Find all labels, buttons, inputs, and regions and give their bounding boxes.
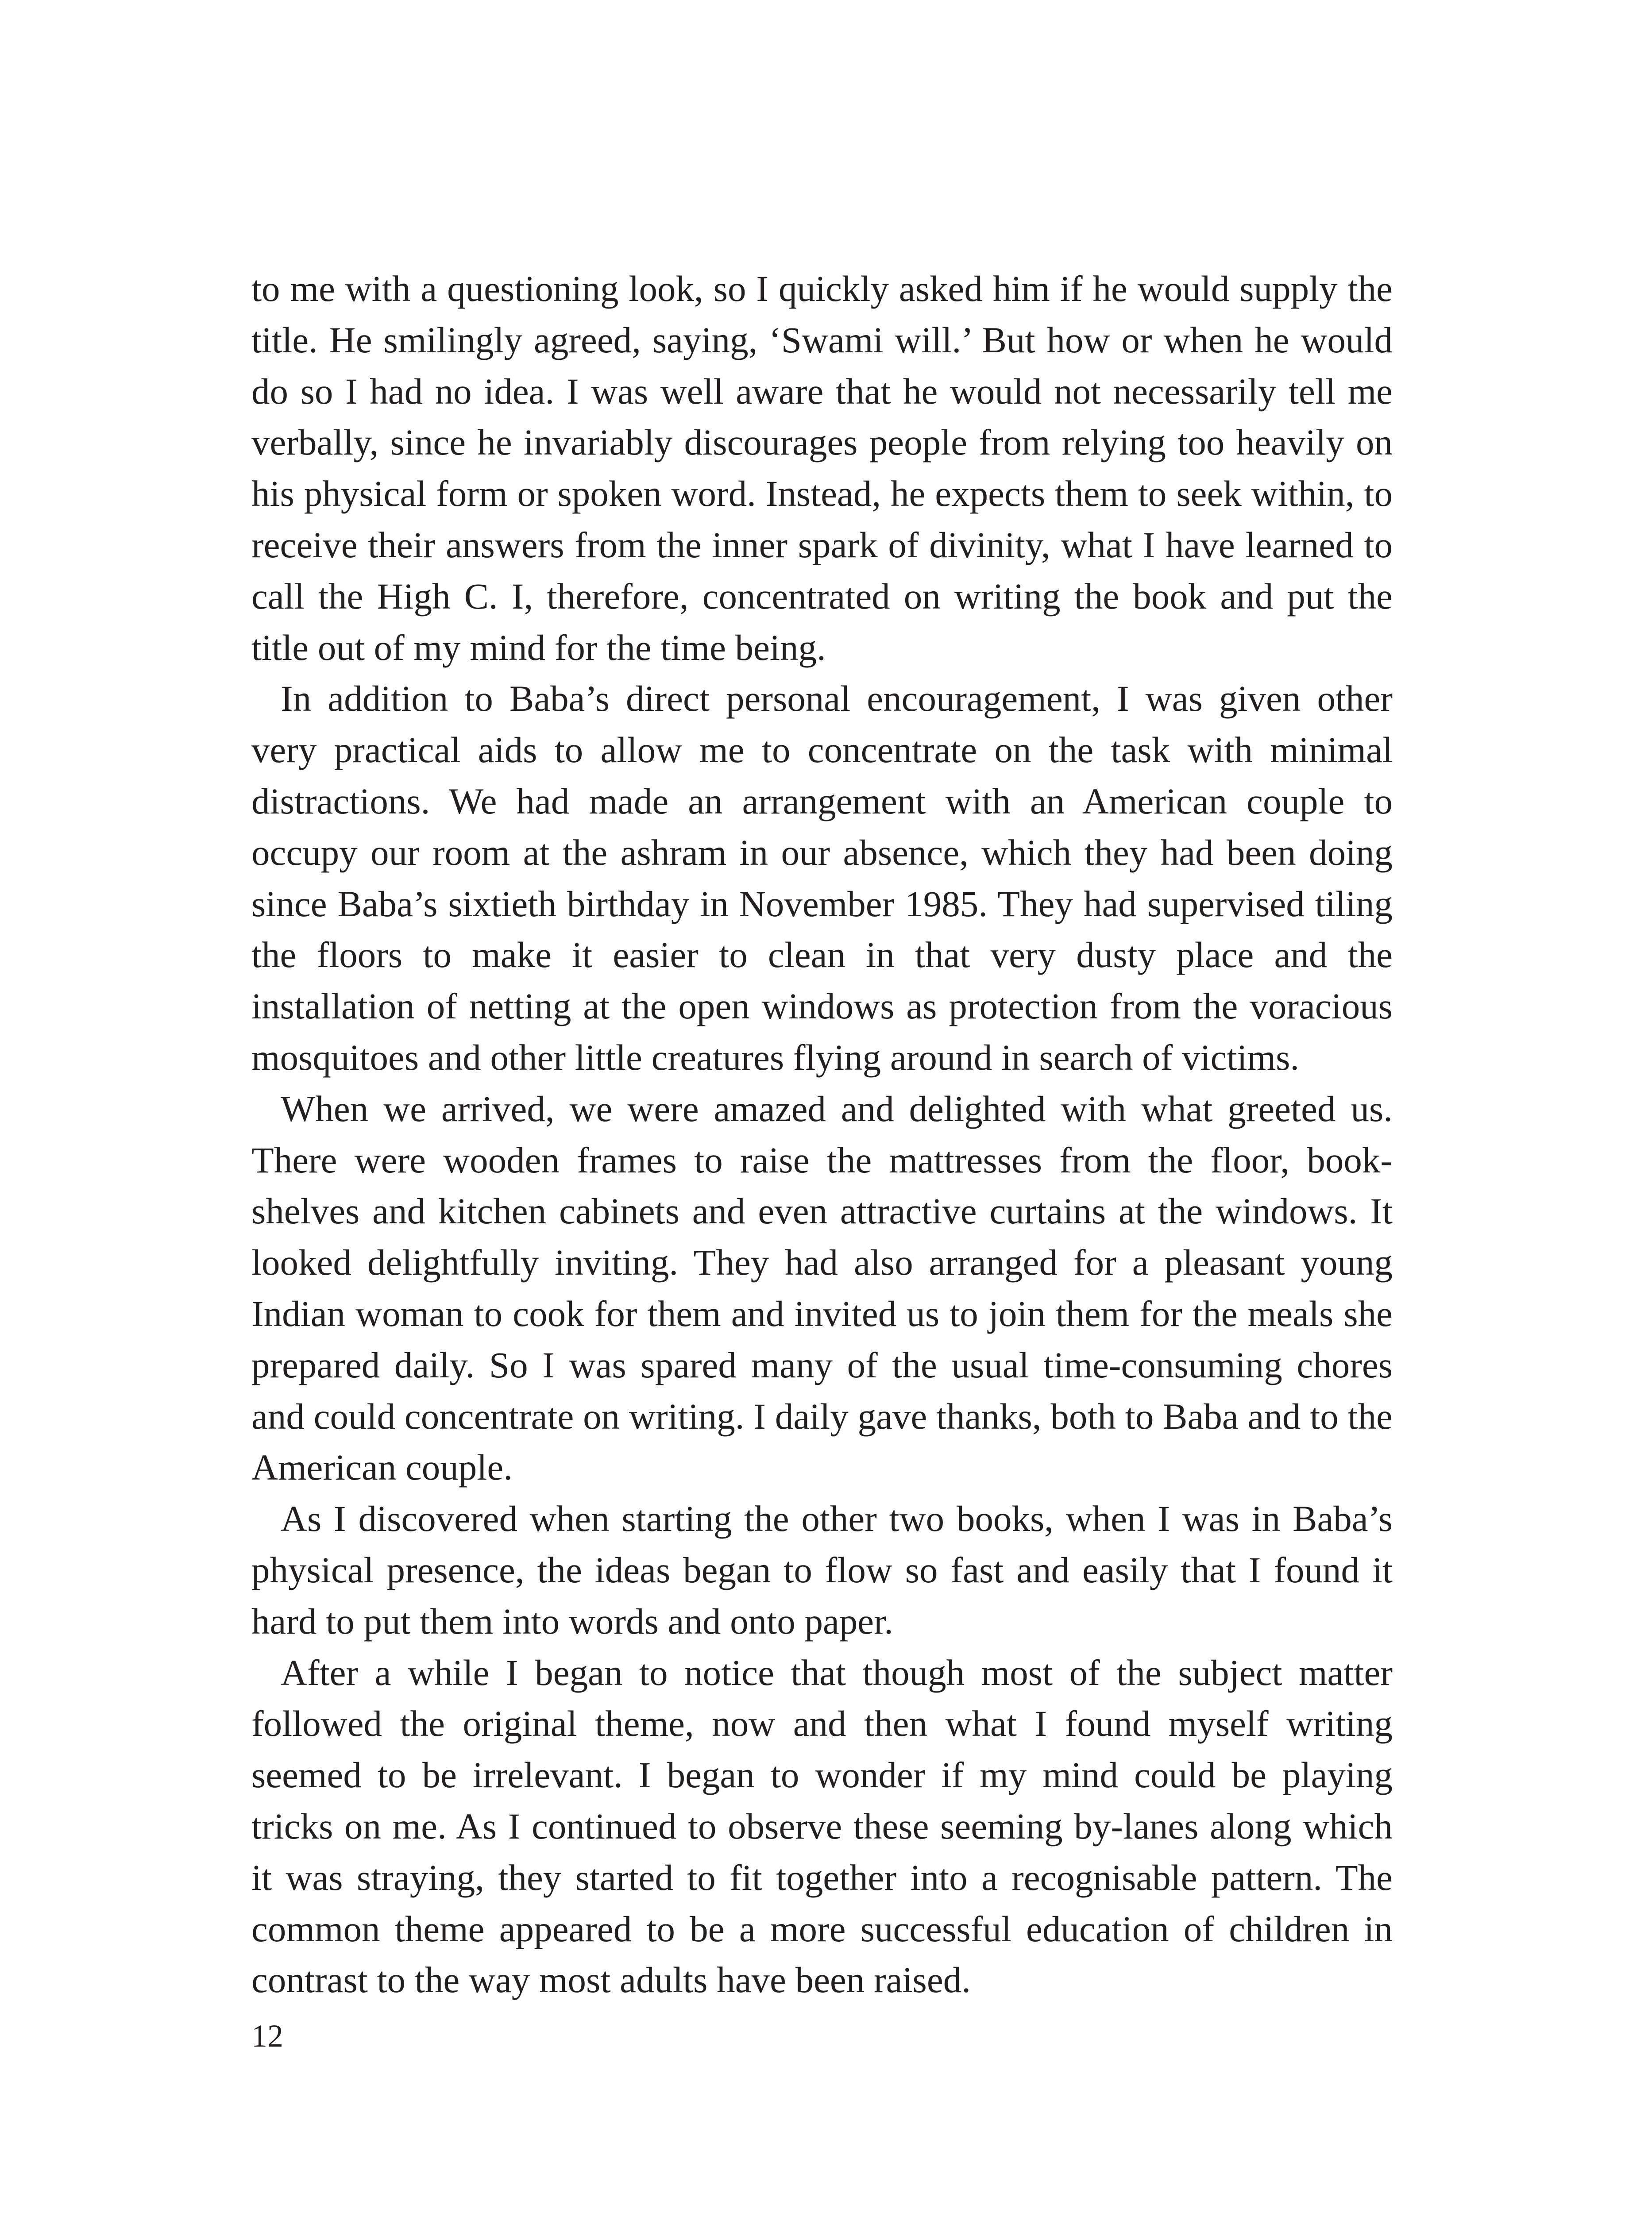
paragraph-2: In addition to Baba’s direct personal encouragement, I was given other very practical aids to allow me to concentrate on the task with minimal distractions. We had made an arrangement with an American couple to occupy our room at the ashram in our absence, which they had been doing since Baba’s sixtieth birthday in November 1985. They had supervised tiling the floors to make it easier to clean in that very dusty place and the installation of netting at the open windows as protection from the voracious mosquitoes and other little creatures flying around in search of victims. [251,678,1393,1078]
paragraph-1: to me with a questioning look, so I quickly asked him if he would supply the title. He smilingly agreed, saying, ‘Swami will.’ But how or when he would do so I had no idea. I was well aware that he would not necessarily tell me verbally, since he invariably discourages people from relying too heavily on his physical form or spoken word. Instead, he expects them to seek within, to receive their answers from the inner spark of divinity, what I have learned to call the High C. I, therefore, concentrated on writing the book and put the title out of my mind for the time being. [251,268,1393,668]
page-number: 12 [251,2018,283,2054]
paragraph-5: After a while I began to notice that though most of the subject matter followed the original theme, now and then what I found myself writing seemed to be irrelevant. I began to wonder if my mind could be playing tricks on me. As I continued to observe these seeming by-lanes along which it was straying, they started to fit together into a recognisable pattern. The common theme appeared to be a more successful education of children in contrast to the way most adults have been raised. [251,1652,1393,2001]
paragraph-4: As I discovered when starting the other two books, when I was in Baba’s physical presence, the ideas began to flow so fast and easily that I found it hard to put them into words and onto paper. [251,1498,1393,1642]
body-text [251,263,1393,2006]
paragraph-3: When we arrived, we were amazed and delighted with what greeted us. There were wooden frames to raise the mattresses from the floor, bookshelves and kitchen cabinets and even attractive curtains at the windows. It looked delightfully inviting. They had also arranged for a pleasant young Indian woman to cook for them and invited us to join them for the meals she prepared daily. So I was spared many of the usual time-consuming chores and could concentrate on writing. I daily gave thanks, both to Baba and to the American couple. [251,1088,1393,1488]
